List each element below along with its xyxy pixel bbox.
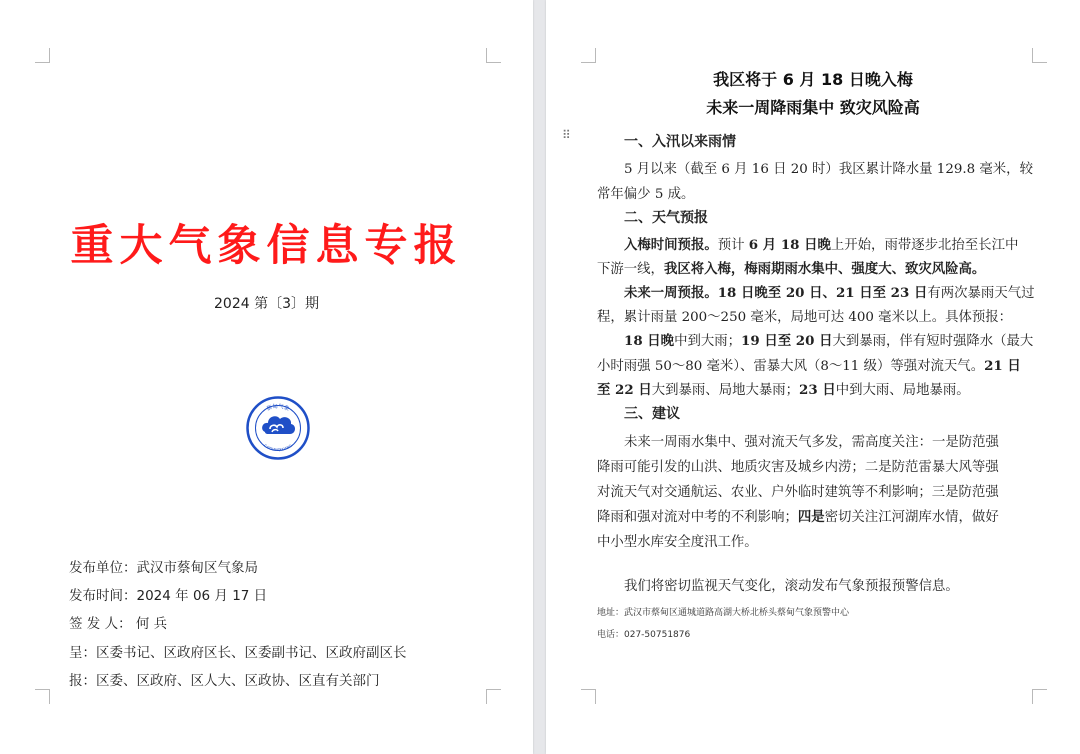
paragraph-line: 下游一线，我区将入梅，梅雨期雨水集中、强度大、致灾风险高。 [597,261,986,277]
publish-time-line: 发布时间：2024 年 06 月 17 日 [69,588,268,604]
paragraph-line: 中小型水库安全度汛工作。 [597,535,758,550]
footer-address: 地址：武汉市蔡甸区通城道路高湖大桥北桥头蔡甸气象预警中心 [597,608,850,618]
report-title: 重大气象信息专报 [70,221,463,271]
drag-handle-icon[interactable]: ⠿ [562,128,571,142]
paragraph-line: 5 月以来（截至 6 月 16 日 20 时）我区累计降水量 129.8 毫米，较 [624,162,1033,177]
section-heading-rainfall: 一、入汛以来雨情 [624,134,736,150]
paragraph-line: 对流天气对交通航运、农业、户外临时建筑等不利影响；三是防范强 [597,485,999,500]
paragraph-line: 18 日晚中到大雨；19 日至 20 日大到暴雨，伴有短时强降水（最大 [624,333,1034,349]
section-heading-advice: 三、建议 [624,406,680,422]
paragraph-line: 降雨和强对流对中考的不利影响；四是密切关注江河湖库水情，做好 [597,509,999,525]
meteorology-logo [246,396,310,460]
paragraph-line: 程，累计雨量 200～250 毫米，局地可达 400 毫米以上。具体预报： [597,310,1013,325]
footer-phone: 电话：027-50751876 [597,630,691,640]
margin-corner-mark [486,689,501,704]
margin-corner-mark [581,689,596,704]
document-subtitle: 未来一周降雨集中 致灾风险高 [706,98,920,117]
recipients-line: 呈：区委书记、区政府区长、区委副书记、区政府副区长 [69,645,407,661]
margin-corner-mark [581,48,596,63]
issue-number: 2024 第〔3〕期 [214,296,319,312]
logo-text-bottom: CAIDIANQIXIANG [263,443,293,453]
margin-corner-mark [35,48,50,63]
paragraph-line: 至 22 日大到暴雨、局地大暴雨；23 日中到大雨、局地暴雨。 [597,382,970,398]
logo-text-top: 蔡甸气象 [265,403,291,413]
report-to-line: 报：区委、区政府、区人大、区政协、区直有关部门 [69,673,380,689]
paragraph-line: 入梅时间预报。预计 6 月 18 日晚上开始，雨带逐步北抬至长江中 [624,237,1019,253]
publisher-line: 发布单位：武汉市蔡甸区气象局 [69,560,258,576]
signer-line: 签 发 人： 何 兵 [69,616,168,632]
margin-corner-mark [1032,689,1047,704]
bold-lead: 入梅时间预报。 [624,237,718,253]
section-heading-forecast: 二、天气预报 [624,210,708,226]
bold-lead: 未来一周预报。 [624,285,718,301]
left-page [0,0,533,754]
paragraph-line: 降雨可能引发的山洪、地质灾害及城乡内涝；二是防范雷暴大风等强 [597,460,999,475]
margin-corner-mark [35,689,50,704]
document-title: 我区将于 6 月 18 日晚入梅 [713,70,913,89]
paragraph-line: 小时雨强 50～80 毫米）、雷暴大风（8～11 级）等强对流天气。21 日 [597,358,1021,374]
margin-corner-mark [486,48,501,63]
margin-corner-mark [1032,48,1047,63]
closing-statement: 我们将密切监视天气变化，滚动发布气象预报预警信息。 [624,579,959,594]
paragraph-line: 未来一周雨水集中、强对流天气多发，需高度关注：一是防范强 [624,435,999,450]
paragraph-line: 未来一周预报。18 日晚至 20 日、21 日至 23 日有两次暴雨天气过 [624,285,1035,301]
paragraph-line: 常年偏少 5 成。 [597,187,695,202]
